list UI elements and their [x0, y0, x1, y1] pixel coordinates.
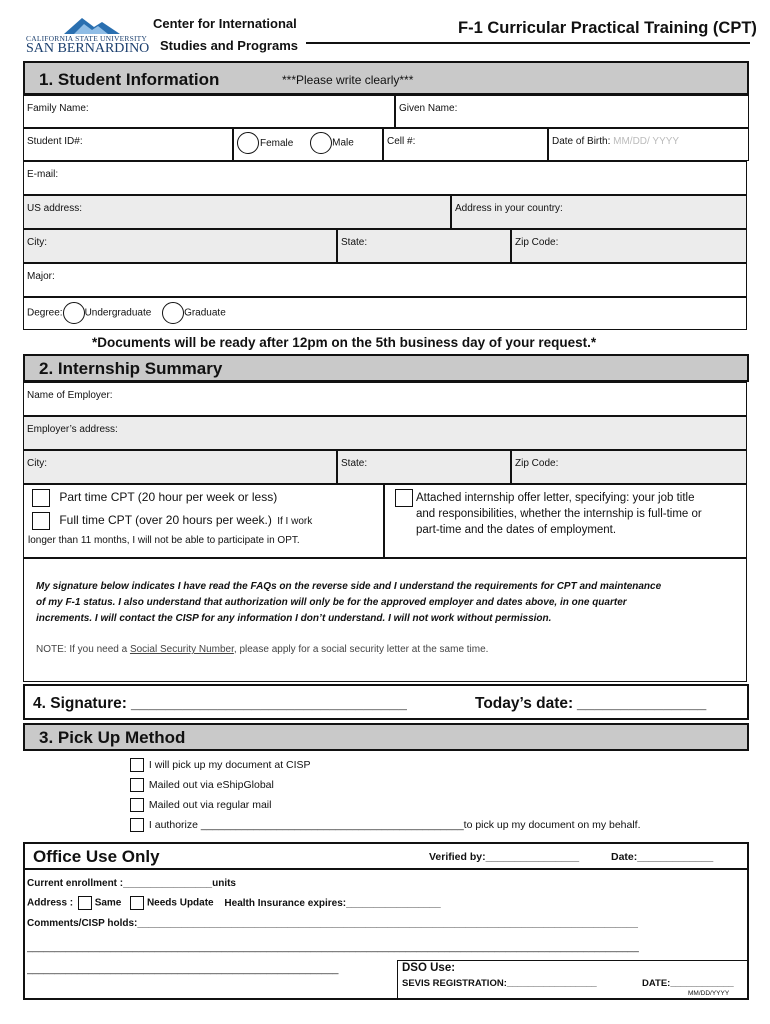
logo-line1: CALIFORNIA STATE UNIVERSITY: [26, 34, 148, 43]
date-label: Today’s date:: [475, 695, 574, 712]
employer-field[interactable]: [23, 382, 747, 416]
mountain-logo-icon: [24, 14, 148, 36]
office-address-label: Address :: [27, 897, 74, 909]
given-name-field[interactable]: [395, 95, 749, 128]
student-id-label: Student ID#:: [27, 136, 83, 147]
section3-header: [23, 723, 749, 751]
male-radio[interactable]: [310, 132, 332, 154]
signature-row: [23, 684, 749, 720]
regular-mail-checkbox[interactable]: [130, 798, 144, 812]
female-radio[interactable]: [237, 132, 259, 154]
graduate-label: Graduate: [184, 307, 226, 319]
ssn-link[interactable]: Social Security Number: [129, 644, 234, 655]
employer-label: Name of Employer:: [27, 390, 113, 401]
full-time-label: Full time CPT (over 20 hours per week.): [59, 513, 272, 528]
dob-field[interactable]: [548, 128, 749, 161]
full-time-note1: If I work: [277, 516, 313, 528]
section1-note: ***Please write clearly***: [282, 73, 414, 87]
cell-field[interactable]: [383, 128, 548, 161]
employer-address-label: Employer’s address:: [27, 424, 118, 435]
needs-update-label: Needs Update: [146, 897, 214, 909]
family-name-field[interactable]: [23, 95, 395, 128]
offer-letter-line1: Attached internship offer letter, specifying: your job title: [416, 492, 695, 504]
degree-field: [23, 297, 747, 330]
female-label: Female: [260, 137, 294, 149]
employer-address-field[interactable]: [23, 416, 747, 450]
employer-city-field[interactable]: [23, 450, 337, 484]
authorize-prefix: I authorize: [148, 818, 198, 831]
offer-letter-box: [384, 484, 747, 558]
pickup-option-2: [130, 778, 274, 792]
employer-state-label: State:: [341, 458, 368, 469]
country-address-label: Address in your country:: [455, 203, 563, 214]
agreement-line1: My signature below indicates I have read the FAQs on the reverse side and I understand the requirements for CPT and maintenance: [36, 581, 662, 592]
section2-header: [23, 354, 749, 382]
logo-line2: SAN BERNARDINO: [26, 41, 150, 56]
part-time-label: Part time CPT (20 hour per week or less): [59, 490, 278, 505]
signature-line[interactable]: ________________________________: [131, 695, 407, 712]
authorize-name-line[interactable]: _____________________________________________: [200, 818, 464, 831]
offer-letter-checkbox[interactable]: [395, 489, 413, 507]
major-field[interactable]: [23, 263, 747, 297]
employer-city-label: City:: [27, 458, 47, 469]
office-address-row: [27, 896, 441, 910]
offer-letter-line3: part-time and the dates of employment.: [416, 524, 617, 536]
sevis-registration: SEVIS REGISTRATION:_________________: [402, 978, 597, 989]
date-line[interactable]: _______________: [577, 695, 707, 712]
header-rule: [306, 42, 750, 44]
dso-use-label: DSO Use:: [402, 962, 456, 974]
state-field[interactable]: [337, 229, 511, 263]
email-field[interactable]: [23, 161, 747, 195]
full-time-checkbox[interactable]: [32, 512, 50, 530]
graduate-radio[interactable]: [162, 302, 184, 324]
section1-title: 1. Student Information: [39, 70, 220, 89]
pickup-cisp-checkbox[interactable]: [130, 758, 144, 772]
country-address-field[interactable]: [451, 195, 747, 229]
agreement-line2: of my F-1 status. I also understand that authorization will only be for the approved employer and dates above, in one quarter: [36, 597, 627, 608]
regular-mail-label: Mailed out via regular mail: [148, 798, 272, 811]
comments-blank-line[interactable]: ______________________________________________________________________________________________________________: [27, 942, 639, 953]
zip-field[interactable]: [511, 229, 747, 263]
cpt-type-box: [23, 484, 384, 558]
us-address-label: US address:: [27, 203, 83, 214]
employer-state-field[interactable]: [337, 450, 511, 484]
student-id-field[interactable]: [23, 128, 233, 161]
full-time-note2: longer than 11 months, I will not be able to participate in OPT.: [28, 535, 300, 546]
date-format-hint: MM/DD/YYYY: [688, 990, 730, 997]
dob-label: Date of Birth:: [552, 136, 611, 147]
us-address-field[interactable]: [23, 195, 451, 229]
form-title: F-1 Curricular Practical Training (CPT): [458, 19, 757, 37]
office-use-box: [23, 842, 749, 1000]
section1-header: [23, 61, 749, 95]
dso-box: [397, 960, 747, 998]
same-checkbox[interactable]: [78, 896, 92, 910]
current-enrollment: Current enrollment :________________units: [27, 878, 236, 889]
part-time-checkbox[interactable]: [32, 489, 50, 507]
pickup-option-3: [130, 798, 271, 812]
needs-update-checkbox[interactable]: [130, 896, 144, 910]
dob-placeholder: MM/DD/ YYYY: [613, 136, 680, 147]
employer-zip-label: Zip Code:: [515, 458, 559, 469]
pickup-cisp-label: I will pick up my document at CISP: [148, 758, 311, 771]
city-field[interactable]: [23, 229, 337, 263]
signature-label: 4. Signature:: [33, 695, 127, 712]
ssn-note-prefix: NOTE: If you need a: [36, 644, 128, 655]
cell-label: Cell #:: [387, 136, 416, 147]
ssn-note-suffix: , please apply for a social security letter at the same time.: [233, 644, 489, 655]
section2-title: 2. Internship Summary: [39, 359, 223, 378]
comments-blank-line-short[interactable]: ________________________________________________________: [27, 964, 339, 975]
gender-field: [233, 128, 383, 161]
insurance-expires: Health Insurance expires:_________________: [224, 897, 441, 909]
same-label: Same: [94, 897, 122, 909]
given-name-label: Given Name:: [399, 103, 458, 114]
family-name-label: Family Name:: [27, 103, 89, 114]
section3-title: 3. Pick Up Method: [39, 728, 186, 747]
eshipglobal-label: Mailed out via eShipGlobal: [148, 778, 274, 791]
male-label: Male: [332, 137, 354, 149]
comments-row: Comments/CISP holds:__________________________________________________________________________________________: [27, 918, 638, 929]
center-name-line2: Studies and Programs: [160, 38, 298, 53]
documents-notice: *Documents will be ready after 12pm on the 5th business day of your request.*: [92, 335, 597, 350]
dso-date: DATE:____________: [642, 978, 734, 989]
major-label: Major:: [27, 271, 55, 282]
center-name-line1: Center for International: [153, 16, 297, 31]
agreement-line3: increments. I will contact the CISP for any information I don’t understand. I will not work without permission.: [36, 613, 552, 624]
state-label: State:: [341, 237, 368, 248]
eshipglobal-checkbox[interactable]: [130, 778, 144, 792]
agreement-box: [23, 558, 747, 682]
email-label: E-mail:: [27, 169, 59, 180]
verified-date: Date:_____________: [611, 851, 714, 863]
offer-letter-line2: and responsibilities, whether the internship is full-time or: [416, 508, 702, 520]
undergraduate-label: Undergraduate: [84, 307, 152, 319]
authorize-checkbox[interactable]: [130, 818, 144, 832]
verified-by: Verified by:________________: [429, 851, 580, 863]
office-use-title: Office Use Only: [33, 847, 160, 866]
degree-label: Degree:: [27, 307, 63, 319]
pickup-option-1: [130, 758, 311, 772]
university-logo: [24, 14, 148, 56]
authorize-suffix: to pick up my document on my behalf.: [463, 818, 641, 831]
city-label: City:: [27, 237, 47, 248]
pickup-option-4: [130, 818, 641, 832]
office-use-header: [25, 844, 747, 870]
undergraduate-radio[interactable]: [63, 302, 85, 324]
employer-zip-field[interactable]: [511, 450, 747, 484]
zip-label: Zip Code:: [515, 237, 559, 248]
